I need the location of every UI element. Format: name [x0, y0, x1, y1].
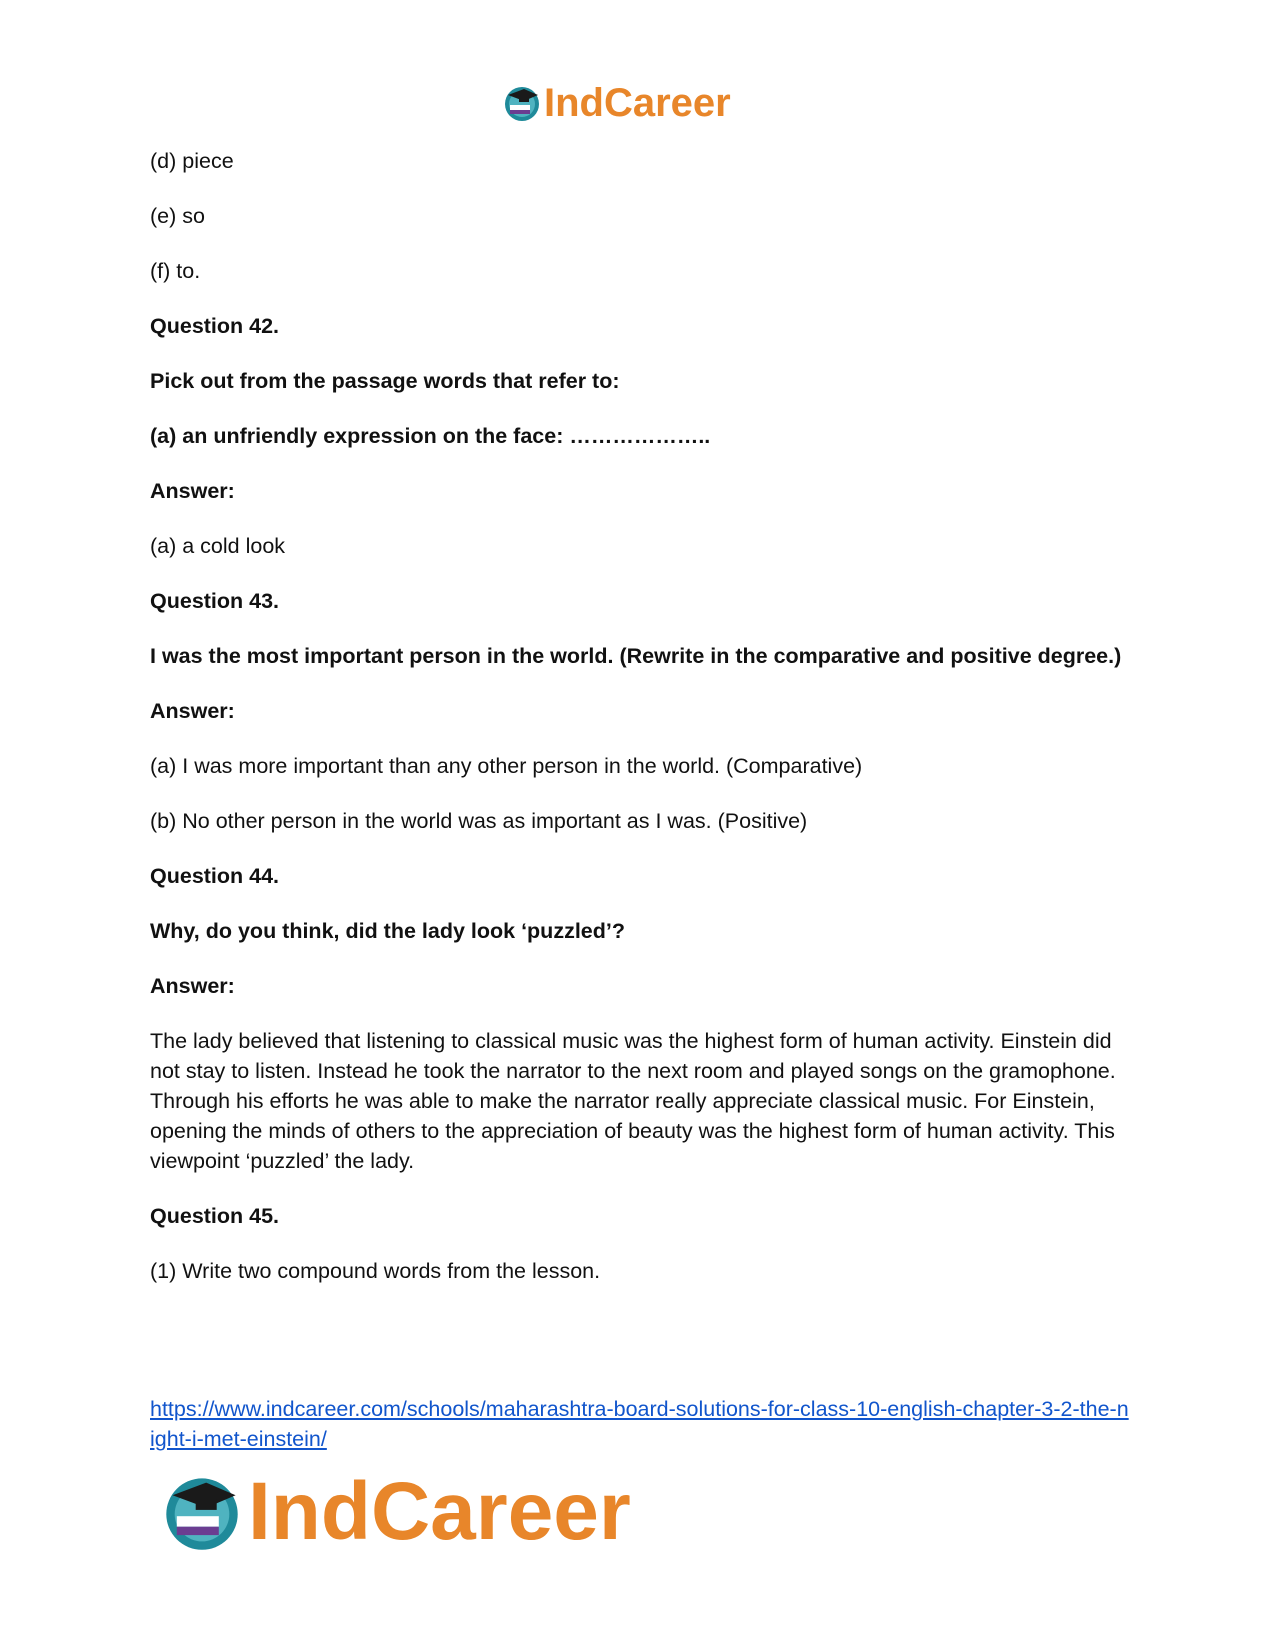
- heading-line: Answer:: [150, 699, 235, 723]
- heading-line: Question 42.: [150, 314, 280, 338]
- graduation-globe-icon: [502, 83, 542, 123]
- text-line: (a) I was more important than any other person in the world. (Comparative): [150, 754, 863, 778]
- document-body: [150, 146, 1130, 1311]
- text-line: (d) piece: [150, 149, 234, 173]
- source-link[interactable]: https://www.indcareer.com/schools/maharashtra-board-solutions-for-class-10-english-chapter-3-2-the-night-i-met-einstein/: [150, 1397, 1129, 1451]
- text-line: (a) a cold look: [150, 534, 286, 558]
- heading-line: Answer:: [150, 479, 235, 503]
- header-logo: [502, 80, 731, 126]
- header-logo-text: IndCareer: [544, 81, 731, 125]
- heading-line: (a) an unfriendly expression on the face: ………………..: [150, 424, 711, 448]
- heading-line: I was the most important person in the world. (Rewrite in the comparative and positive degree.): [150, 644, 1122, 668]
- graduation-globe-icon: [160, 1470, 244, 1554]
- heading-line: Question 44.: [150, 864, 280, 888]
- heading-line: Question 43.: [150, 589, 280, 613]
- heading-line: Answer:: [150, 974, 235, 998]
- text-line: (1) Write two compound words from the lesson.: [150, 1259, 601, 1283]
- heading-line: Pick out from the passage words that refer to:: [150, 369, 620, 393]
- text-line: The lady believed that listening to classical music was the highest form of human activity. Einstein did not stay to listen. Instead he took the narrator to the next room and played songs on the gramophone. Through his efforts he was able to make the narrator really appreciate classical music. For Einstein, opening the minds of others to the appreciation of beauty was the highest form of human activity. This viewpoint ‘puzzled’ the lady.: [150, 1029, 1116, 1173]
- heading-line: Why, do you think, did the lady look ‘puzzled’?: [150, 919, 625, 943]
- text-line: (f) to.: [150, 259, 201, 283]
- footer-logo-text: IndCareer: [248, 1466, 631, 1557]
- text-line: (e) so: [150, 204, 205, 228]
- text-line: (b) No other person in the world was as important as I was. (Positive): [150, 809, 808, 833]
- heading-line: Question 45.: [150, 1204, 280, 1228]
- footer-logo: [160, 1468, 631, 1556]
